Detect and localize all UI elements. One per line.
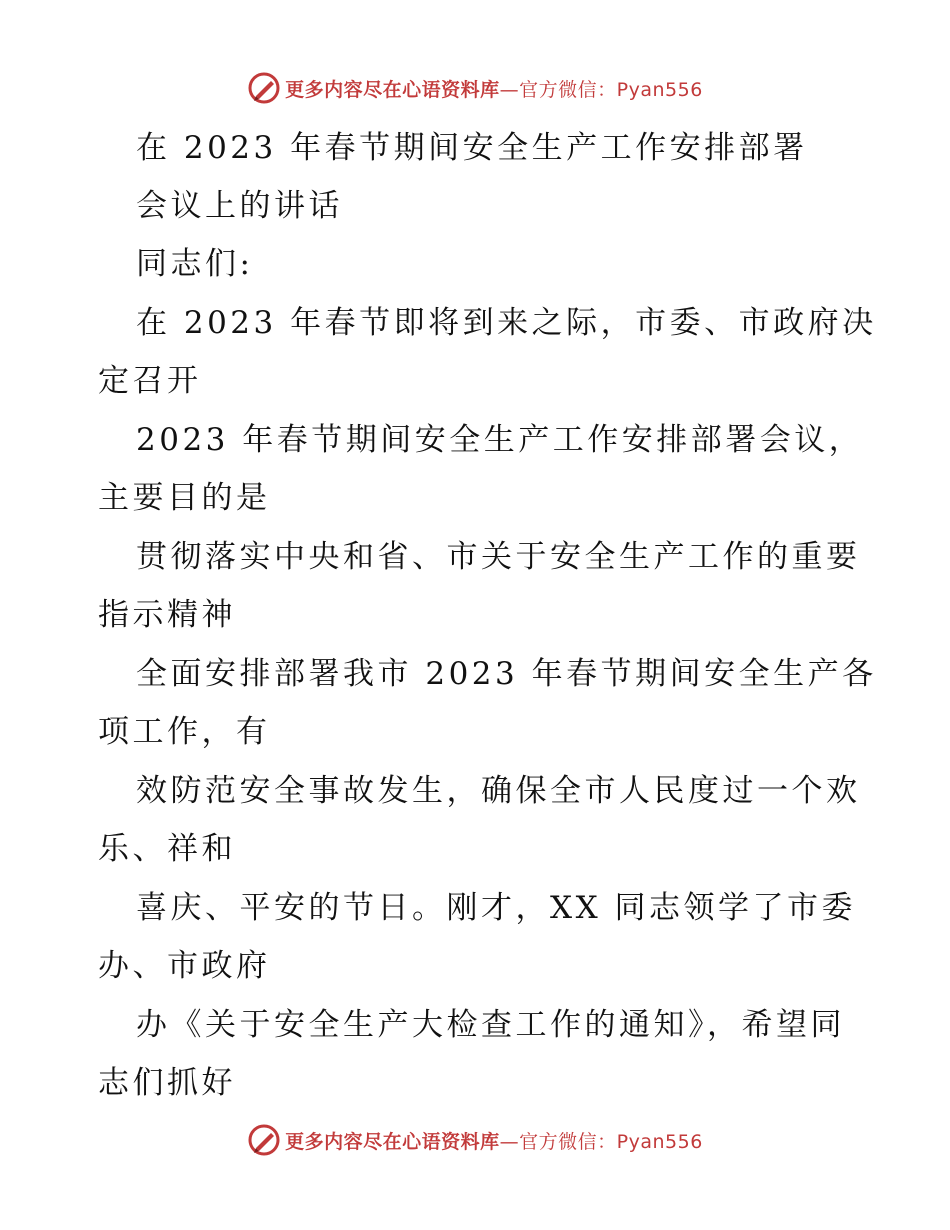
paragraph-line: 主要目的是 bbox=[98, 480, 271, 516]
watermark-text bbox=[285, 1127, 703, 1154]
watermark-brand: 更多内容尽在心语资料库 bbox=[285, 78, 500, 101]
paragraph-line: 在 2023 年春节即将到来之际，市委、市政府决 bbox=[136, 305, 877, 341]
document-title-line-2: 会议上的讲话 bbox=[136, 188, 343, 224]
paragraph-line: 2023 年春节期间安全生产工作安排部署会议， bbox=[136, 422, 864, 458]
pen-seal-icon bbox=[247, 1123, 281, 1157]
document-title-line-1: 在 2023 年春节期间安全生产工作安排部署 bbox=[136, 130, 808, 166]
header-watermark bbox=[0, 68, 950, 108]
paragraph-line: 项工作，有 bbox=[98, 714, 271, 750]
paragraph-line: 办《关于安全生产大检查工作的通知》，希望同 bbox=[136, 1007, 845, 1043]
watermark-contact: 官方微信：Pyan556 bbox=[519, 78, 703, 101]
watermark-text bbox=[285, 75, 703, 102]
paragraph-line: 喜庆、平安的节日。刚才，XX 同志领学了市委 bbox=[136, 890, 856, 926]
watermark-contact: 官方微信：Pyan556 bbox=[519, 1130, 703, 1153]
paragraph-line: 志们抓好 bbox=[98, 1065, 236, 1101]
watermark-separator: — bbox=[499, 1130, 520, 1153]
paragraph-line: 全面安排部署我市 2023 年春节期间安全生产各 bbox=[136, 656, 877, 692]
paragraph-line: 办、市政府 bbox=[98, 948, 271, 984]
pen-seal-icon bbox=[247, 71, 281, 105]
salutation: 同志们: bbox=[136, 246, 254, 282]
watermark-separator: — bbox=[499, 78, 520, 101]
watermark-brand: 更多内容尽在心语资料库 bbox=[285, 1130, 500, 1153]
paragraph-line: 指示精神 bbox=[98, 597, 236, 633]
footer-watermark bbox=[0, 1120, 950, 1160]
paragraph-line: 贯彻落实中央和省、市关于安全生产工作的重要 bbox=[136, 539, 861, 575]
paragraph-line: 乐、祥和 bbox=[98, 831, 236, 867]
paragraph-line: 定召开 bbox=[98, 363, 202, 399]
paragraph-line: 效防范安全事故发生，确保全市人民度过一个欢 bbox=[136, 773, 861, 809]
